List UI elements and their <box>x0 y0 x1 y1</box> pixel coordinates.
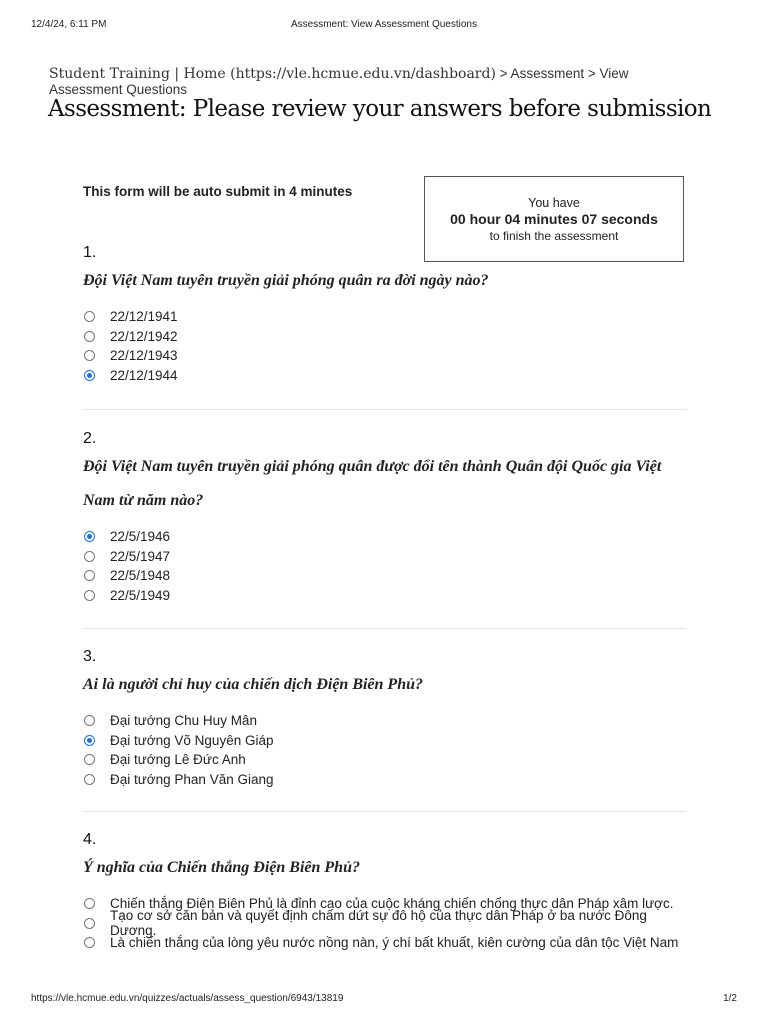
question-1 <box>83 244 686 385</box>
option[interactable] <box>83 307 686 327</box>
question-text: Đội Việt Nam tuyên truyền giải phóng quân ra đời ngày nào? <box>83 272 489 289</box>
radio-button[interactable] <box>84 735 95 746</box>
question-divider <box>83 811 686 812</box>
option-label: 22/12/1943 <box>110 348 178 364</box>
page-number: 1/2 <box>723 993 737 1004</box>
option-label: 22/5/1948 <box>110 568 171 584</box>
option-label: Đại tướng Võ Nguyên Giáp <box>110 732 274 748</box>
radio-button[interactable] <box>84 715 95 726</box>
option-label: Đại tướng Lê Đức Anh <box>110 752 246 768</box>
radio-button[interactable] <box>84 937 95 948</box>
radio-button[interactable] <box>84 531 95 542</box>
question-number: 1. <box>83 244 97 261</box>
option[interactable] <box>83 366 686 386</box>
option-label: 22/5/1949 <box>110 588 171 604</box>
option-label: 22/12/1941 <box>110 309 178 325</box>
breadcrumb-current: Assessment Questions <box>49 82 188 97</box>
option[interactable] <box>83 566 686 586</box>
option[interactable] <box>83 327 686 347</box>
option[interactable] <box>83 731 686 751</box>
options-list <box>83 711 686 789</box>
print-url: https://vle.hcmue.edu.vn/quizzes/actuals/assess_question/6943/13819 <box>31 993 344 1004</box>
radio-button[interactable] <box>84 754 95 765</box>
option-label: Đại tướng Chu Huy Mân <box>110 713 257 729</box>
timer-line-1: You have <box>528 196 580 210</box>
option-label: 22/5/1946 <box>110 529 171 545</box>
option[interactable] <box>83 346 686 366</box>
print-doc-title: Assessment: View Assessment Questions <box>290 19 477 30</box>
option[interactable] <box>83 586 686 606</box>
option[interactable] <box>83 770 686 790</box>
page-title: Assessment: Please review your answers before submission <box>48 96 712 122</box>
question-text: Đội Việt Nam tuyên truyền giải phóng quân được đổi tên thành Quân đội Quốc gia Việt Nam từ năm nào? <box>83 458 662 509</box>
question-text: Ý nghĩa của Chiến thắng Điện Biên Phủ? <box>83 859 360 876</box>
question-text: Ai là người chỉ huy của chiến dịch Điện Biên Phủ? <box>83 676 423 693</box>
question-divider <box>83 628 686 629</box>
radio-button[interactable] <box>84 898 95 909</box>
radio-button[interactable] <box>84 350 95 361</box>
option[interactable] <box>83 750 686 770</box>
question-divider <box>83 409 686 410</box>
option-label: Chiến thắng Điện Biên Phủ là đỉnh cao của cuộc kháng chiến chống thực dân Pháp xâm lược. <box>110 896 674 912</box>
radio-button[interactable] <box>84 774 95 785</box>
options-list <box>83 307 686 385</box>
option-label: 22/5/1947 <box>110 548 171 564</box>
radio-button[interactable] <box>84 311 95 322</box>
radio-button[interactable] <box>84 918 95 929</box>
question-3 <box>83 648 686 789</box>
breadcrumb-home-link[interactable]: Student Training | Home (https://vle.hcmue.edu.vn/dashboard) <box>49 66 496 82</box>
radio-button[interactable] <box>84 570 95 581</box>
radio-button[interactable] <box>84 370 95 381</box>
option[interactable] <box>83 711 686 731</box>
option[interactable] <box>83 933 686 953</box>
option-label: Tạo cơ sở căn bản và quyết định chấm dứt sự đô hộ của thực dân Pháp ở ba nước Đông Dương. <box>110 908 647 939</box>
radio-button[interactable] <box>84 590 95 601</box>
timer-countdown: 00 hour 04 minutes 07 seconds <box>450 211 658 227</box>
option-label: Là chiến thắng của lòng yêu nước nồng nàn, ý chí bất khuất, kiên cường của dân tộc Việt Nam <box>110 935 679 951</box>
option[interactable] <box>83 547 686 567</box>
question-2 <box>83 430 686 605</box>
option-label: 22/12/1944 <box>110 368 178 384</box>
question-4 <box>83 831 686 953</box>
question-number: 3. <box>83 648 97 665</box>
option-label: Đại tướng Phan Văn Giang <box>110 772 274 788</box>
question-number: 4. <box>83 831 97 848</box>
options-list <box>83 894 686 953</box>
breadcrumb <box>49 66 649 97</box>
auto-submit-notice: This form will be auto submit in 4 minutes <box>83 184 353 199</box>
radio-button[interactable] <box>84 331 95 342</box>
option-label: 22/12/1942 <box>110 328 178 344</box>
question-number: 2. <box>83 430 97 447</box>
radio-button[interactable] <box>84 551 95 562</box>
print-datetime: 12/4/24, 6:11 PM <box>31 19 107 30</box>
breadcrumb-assessment-link[interactable]: > Assessment > View <box>495 66 629 81</box>
options-list <box>83 527 686 605</box>
timer-line-3: to finish the assessment <box>489 229 619 243</box>
option[interactable] <box>83 908 686 939</box>
option[interactable] <box>83 527 686 547</box>
